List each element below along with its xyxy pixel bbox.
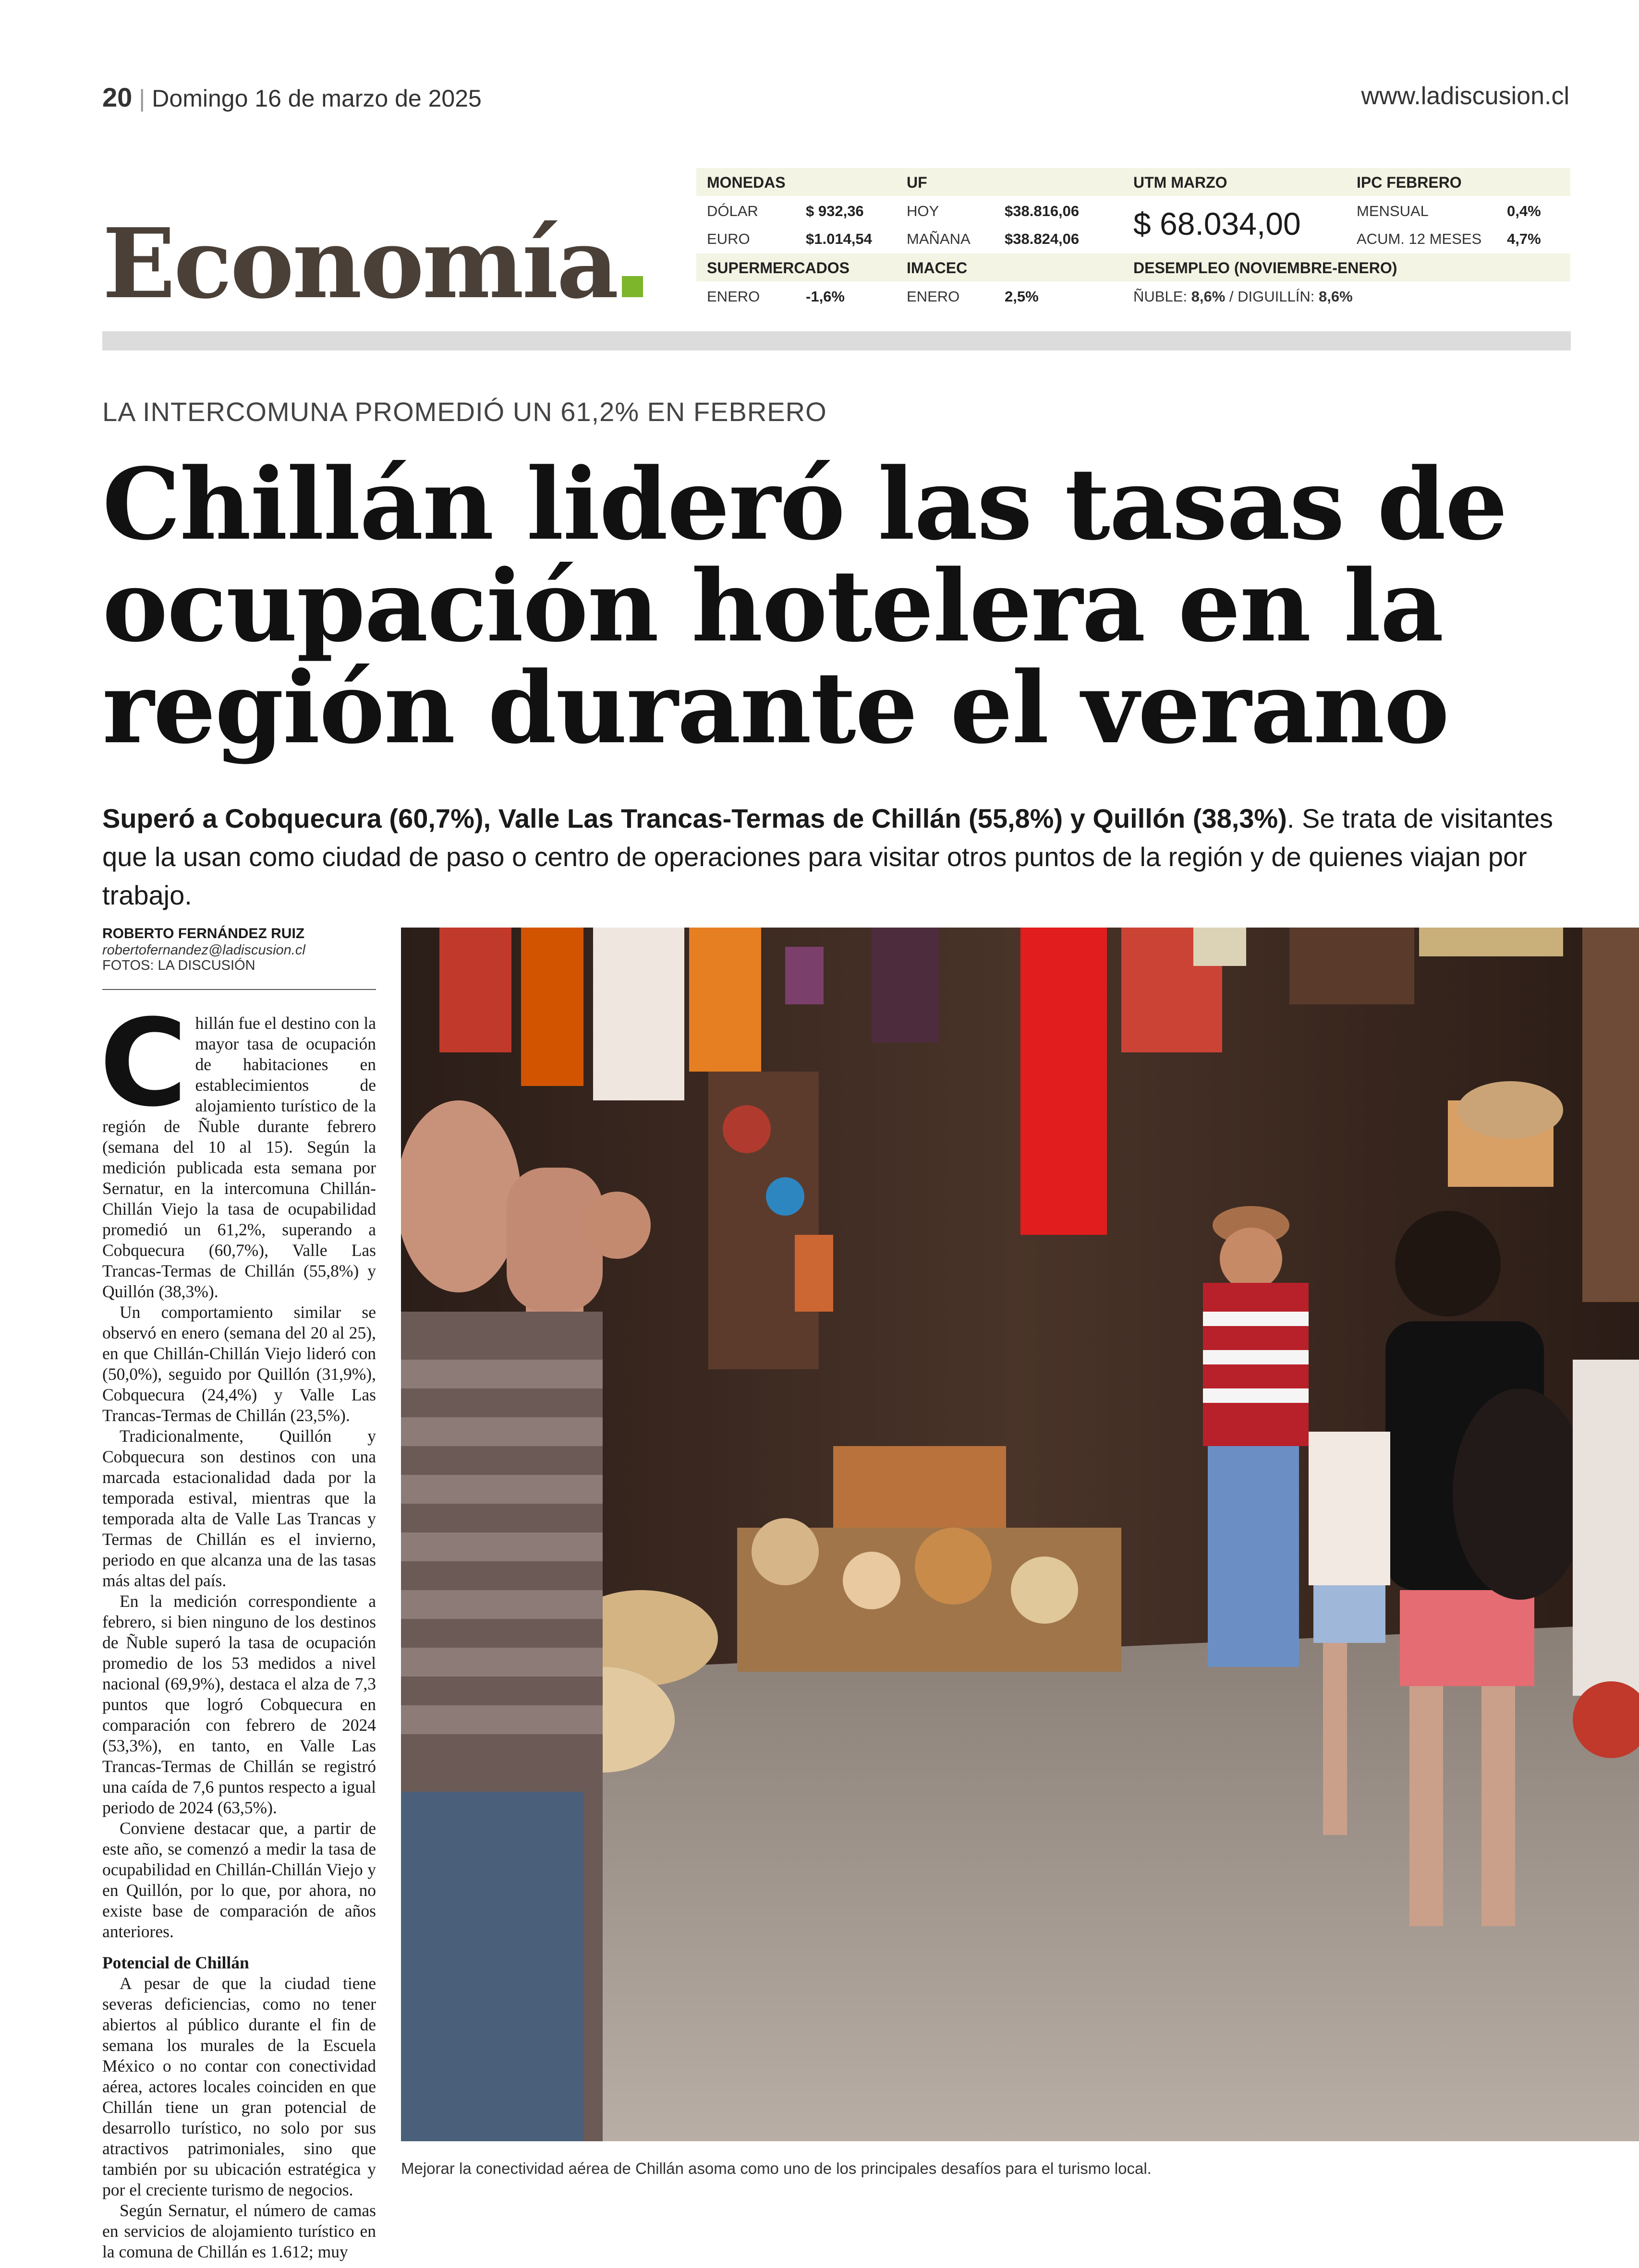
desempleo-values (1133, 288, 1353, 305)
paragraph-1 (99, 993, 376, 1302)
lede-bold: Superó a Cobquecura (60,7%), Valle Las Trancas-Termas de Chillán (55,8%) y Quillón (38,3%) (102, 803, 1287, 833)
diguillin-value: 8,6% (1319, 288, 1353, 305)
economic-indicators (696, 168, 1570, 283)
article-headline: Chillán lideró las tasas de ocupación hotelera en la región durante el verano (102, 447, 1507, 766)
imacec-value: 2,5% (1005, 288, 1039, 305)
supermercados-title: SUPERMERCADOS (707, 259, 850, 277)
section-title (102, 207, 643, 320)
byline-email[interactable]: robertofernandez@ladiscusion.cl (102, 942, 305, 958)
ipc-mensual-value: 0,4% (1507, 203, 1541, 219)
byline-author: ROBERTO FERNÁNDEZ RUIZ (102, 926, 305, 941)
section-dot-icon (622, 276, 643, 297)
euro-label: EURO (707, 230, 750, 247)
desempleo-title: DESEMPLEO (NOVIEMBRE-ENERO) (1133, 259, 1397, 277)
market-scene-illustration (401, 928, 1639, 2141)
ipc-title: IPC FEBRERO (1357, 174, 1462, 191)
paragraph-3: Tradicionalmente, Quillón y Cobquecura son destinos con una marcada estacionalidad dada por la temporada estival, mientras que la temporada alta de Valle Las Trancas y Termas de Chillán es el invierno, periodo en que alcanza una de las tasas más altas del país. (102, 1426, 376, 1590)
page-number: 20 (102, 82, 133, 112)
dolar-label: DÓLAR (707, 203, 758, 219)
monedas-title: MONEDAS (707, 174, 786, 191)
folio-separator: | (139, 85, 146, 112)
article-body (99, 993, 376, 2262)
byline-rule (102, 989, 376, 990)
ipc-acum-label: ACUM. 12 MESES (1357, 230, 1482, 247)
article-photo (401, 928, 1639, 2141)
diguillin-label: DIGUILLÍN: (1238, 288, 1315, 305)
article-subhead: Potencial de Chillán (102, 1953, 249, 1972)
header-divider (102, 331, 1571, 350)
article-lede (102, 799, 1572, 915)
website-link[interactable]: www.ladiscusion.cl (1361, 82, 1569, 110)
page-folio (102, 82, 482, 113)
desempleo-separator: / (1229, 288, 1234, 305)
article-kicker: LA INTERCOMUNA PROMEDIÓ UN 61,2% EN FEBRERO (102, 397, 827, 427)
ipc-mensual-label: MENSUAL (1357, 203, 1429, 219)
section-name: Economía (102, 207, 617, 320)
uf-manana-label: MAÑANA (907, 230, 971, 247)
paragraph-2: Un comportamiento similar se observó en enero (semana del 20 al 25), en que Chillán-Chillán Viejo lideró con (50,0%), seguido por Quillón (31,9%), Cobquecura (24,4%) y Valle Las Trancas-Termas de Chillán (23,5%). (102, 1303, 376, 1425)
paragraph-4: En la medición correspondiente a febrero, si bien ninguno de los destinos de Ñuble superó la tasa de ocupación promedio de los 53 medidos a nivel nacional (69,9%), destaca el alza de 7,3 puntos que logró Cobquecura en comparación con febrero de 2024 (53,3%), en tanto, en Valle Las Trancas-Termas de Chillán se registró una caída de 7,6 puntos respecto a igual periodo de 2024 (63,5%). (102, 1592, 376, 1817)
paragraph-1-text: hillán fue el destino con la mayor tasa de ocupación de habitaciones en establecimientos de alojamiento turístico de la región de Ñuble durante febrero (semana del 10 al 15). Según la medición publicada esta semana por Sernatur, en la intercomuna Chillán-Chillán Viejo la tasa de ocupabilidad promedió un 61,2%, superando a Cobquecura (60,7%), Valle Las Trancas-Termas de Chillán (55,8%) y Quillón (38,3%). (102, 1013, 376, 1301)
uf-hoy-label: HOY (907, 203, 939, 219)
ipc-acum-value: 4,7% (1507, 230, 1541, 247)
utm-title: UTM MARZO (1133, 174, 1227, 191)
imacec-label: ENERO (907, 288, 960, 305)
photo-caption: Mejorar la conectividad aérea de Chillán asoma como uno de los principales desafíos para el turismo local. (401, 2159, 1152, 2177)
lede-rest: . Se trata de visitantes que la usan como ciudad de paso o centro de operaciones para visitar otros puntos de la región y de quienes viajan por trabajo. (102, 803, 1553, 910)
imacec-title: IMACEC (907, 259, 968, 277)
paragraph-5: Conviene destacar que, a partir de este año, se comenzó a medir la tasa de ocupabilidad en Chillán-Chillán Viejo y en Quillón, por lo que, por ahora, no existe base de comparación de años anteriores. (102, 1819, 376, 1941)
utm-value: $ 68.034,00 (1133, 206, 1301, 241)
uf-hoy-value: $38.816,06 (1005, 203, 1080, 219)
supermercados-label: ENERO (707, 288, 760, 305)
drop-cap: C (99, 993, 188, 1133)
paragraph-6: A pesar de que la ciudad tiene severas deficiencias, como no tener abiertos al público durante el fin de semana los murales de la Escuela México o no contar con conectividad aérea, actores locales coinciden en que Chillán tiene un gran potencial de desarrollo turístico, no solo por sus atractivos patrimoniales, sino que también por su ubicación estratégica y por el creciente turismo de negocios. (102, 1974, 376, 2199)
uf-title: UF (907, 174, 927, 191)
paragraph-7: Según Sernatur, el número de camas en servicios de alojamiento turístico en la comuna de Chillán es 1.612; muy (102, 2201, 376, 2261)
nuble-label: ÑUBLE: (1133, 288, 1187, 305)
dolar-value: $ 932,36 (806, 203, 864, 219)
nuble-value: 8,6% (1191, 288, 1226, 305)
supermercados-value: -1,6% (806, 288, 845, 305)
euro-value: $1.014,54 (806, 230, 872, 247)
issue-date: Domingo 16 de marzo de 2025 (152, 85, 482, 112)
byline-photos: FOTOS: LA DISCUSIÓN (102, 958, 255, 973)
uf-manana-value: $38.824,06 (1005, 230, 1080, 247)
